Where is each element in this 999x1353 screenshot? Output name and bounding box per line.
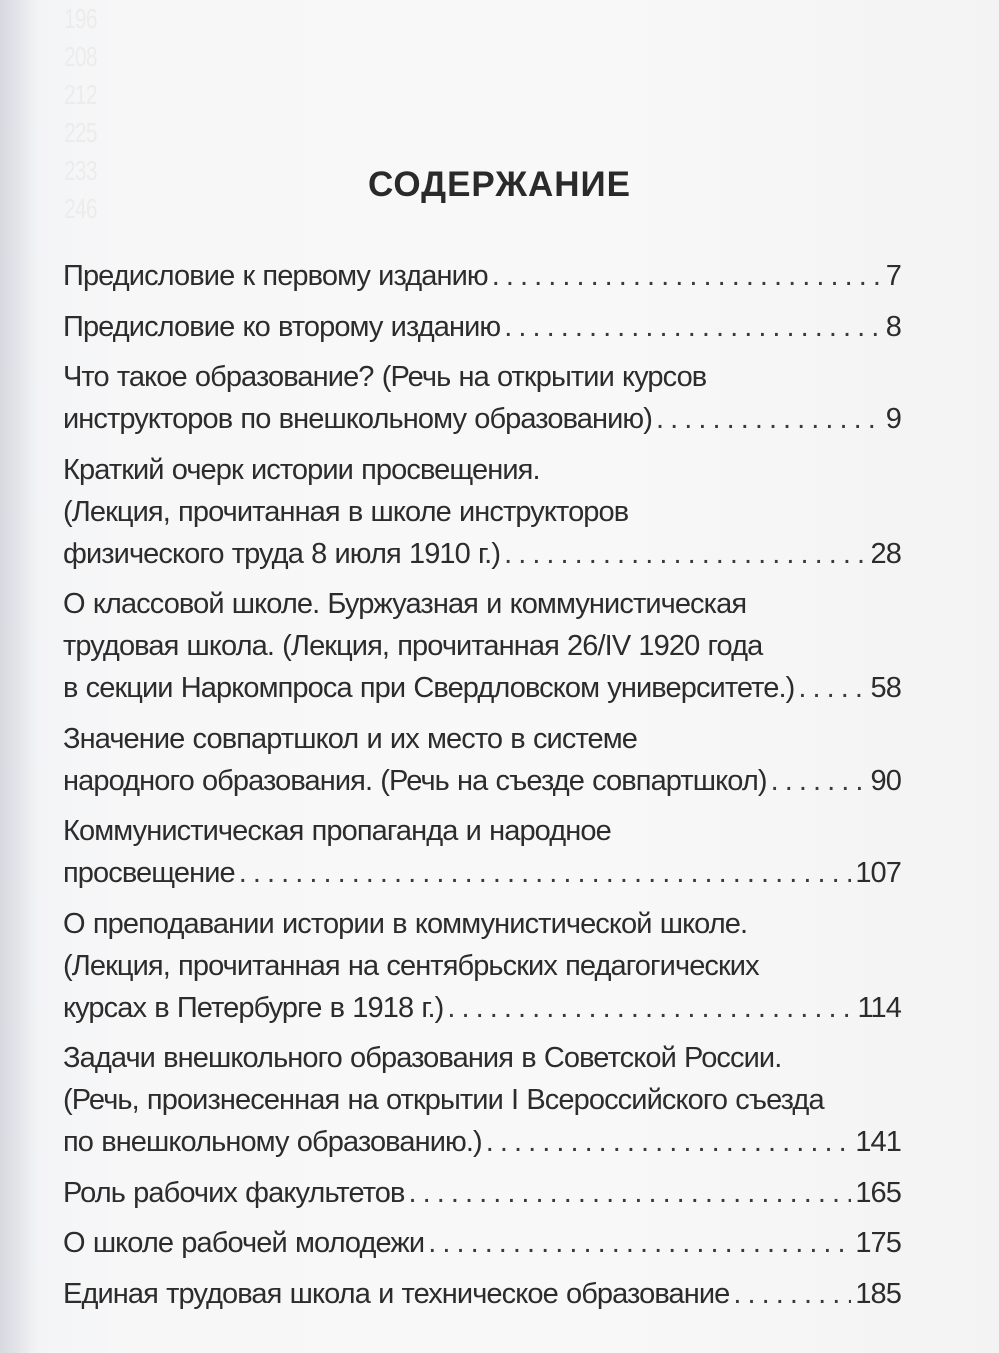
toc-page-number: 8 [885, 310, 901, 343]
table-of-contents [63, 255, 901, 1323]
toc-entry-line: трудовая школа. (Лекция, прочитанная 26/IV 1920 года [63, 630, 763, 662]
toc-page-number: 175 [855, 1227, 901, 1259]
toc-entry-line: Значение совпартшкол и их место в системе [63, 722, 638, 755]
show-through-number: 208 [64, 41, 97, 72]
dot-leader [733, 1273, 851, 1315]
show-through-number: 225 [64, 117, 97, 148]
toc-entry-last-line [63, 760, 901, 802]
toc-page-number: 185 [855, 1277, 901, 1310]
show-through-number: 212 [64, 79, 97, 110]
toc-entry[interactable] [63, 1273, 901, 1315]
toc-entry-title: просвещение [63, 857, 235, 889]
dot-leader [486, 1121, 852, 1163]
dot-leader [504, 533, 866, 575]
toc-entry-title: по внешкольному образованию.) [63, 1126, 482, 1158]
toc-page-number: 58 [870, 672, 901, 704]
dot-leader [656, 398, 882, 440]
toc-entry[interactable] [63, 306, 901, 348]
toc-entry-line: О классовой школе. Буржуазная и коммунистическая [63, 588, 747, 620]
toc-entry-title: Единая трудовая школа и техническое образование [63, 1277, 730, 1310]
toc-page-number: 9 [885, 403, 901, 435]
toc-entry-last-line [63, 306, 901, 348]
toc-entry-last-line [63, 1172, 901, 1214]
toc-entry-title: Роль рабочих факультетов [63, 1176, 405, 1209]
toc-entry-line: (Речь, произнесенная на открытии I Всероссийского съезда [63, 1084, 824, 1116]
toc-entry[interactable] [63, 903, 901, 1029]
dot-leader [492, 255, 882, 297]
dot-leader [239, 852, 852, 894]
toc-entry[interactable] [63, 718, 901, 802]
dot-leader [798, 667, 866, 709]
show-through-number: 233 [64, 155, 97, 186]
dot-leader [428, 1222, 851, 1264]
toc-entry-line: Что такое образование? (Речь на открытии курсов [63, 361, 707, 393]
toc-entry-line: Задачи внешкольного образования в Советской России. [63, 1042, 782, 1074]
toc-entry-line: (Лекция, прочитанная на сентябрьских педагогических [63, 949, 759, 982]
toc-entry-last-line [63, 1222, 901, 1264]
toc-entry-last-line [63, 255, 901, 297]
toc-entry-line: Краткий очерк истории просвещения. [63, 453, 540, 486]
toc-entry-line: Коммунистическая пропаганда и народное [63, 815, 611, 847]
toc-entry[interactable] [63, 255, 901, 297]
toc-entry-title: физического труда 8 июля 1910 г.) [63, 537, 501, 570]
toc-entry-last-line [63, 533, 901, 575]
toc-entry[interactable] [63, 449, 901, 575]
toc-entry-last-line [63, 1121, 901, 1163]
toc-entry-title: Предисловие к первому изданию [63, 260, 488, 292]
toc-page-number: 165 [855, 1176, 901, 1209]
toc-entry-title: народного образования. (Речь на съезде совпартшкол) [63, 764, 767, 797]
dot-leader [771, 760, 867, 802]
toc-entry-last-line [63, 852, 901, 894]
dot-leader [409, 1172, 852, 1214]
toc-entry-last-line [63, 1273, 901, 1315]
toc-entry[interactable] [63, 1172, 901, 1214]
toc-page-number: 114 [857, 991, 901, 1024]
toc-entry-title: курсах в Петербурге в 1918 г.) [63, 991, 444, 1024]
toc-entry[interactable] [63, 810, 901, 894]
toc-page-number: 107 [855, 857, 901, 889]
show-through-number: 246 [64, 193, 97, 224]
toc-entry-last-line [63, 987, 901, 1029]
toc-entry-title: инструкторов по внешкольному образованию) [63, 403, 653, 435]
dot-leader [447, 987, 853, 1029]
toc-page-number: 90 [870, 764, 901, 797]
toc-entry-line: О преподавании истории в коммунистической школе. [63, 907, 748, 940]
toc-entry-line: (Лекция, прочитанная в школе инструкторов [63, 495, 629, 528]
toc-entry-last-line [63, 667, 901, 709]
toc-entry-title: в секции Наркомпроса при Свердловском университете.) [63, 672, 795, 704]
page-title: СОДЕРЖАНИЕ [367, 165, 631, 205]
toc-entry-last-line [63, 398, 901, 440]
toc-entry-title: Предисловие ко второму изданию [63, 310, 501, 343]
dot-leader [504, 306, 882, 348]
toc-entry[interactable] [63, 356, 901, 440]
toc-page-number: 7 [885, 260, 901, 292]
toc-entry-title: О школе рабочей молодежи [63, 1227, 425, 1259]
show-through-number: 196 [64, 3, 97, 34]
toc-page-number: 28 [870, 537, 901, 570]
toc-entry[interactable] [63, 1222, 901, 1264]
toc-entry[interactable] [63, 583, 901, 709]
toc-entry[interactable] [63, 1037, 901, 1163]
toc-page-number: 141 [855, 1126, 901, 1158]
